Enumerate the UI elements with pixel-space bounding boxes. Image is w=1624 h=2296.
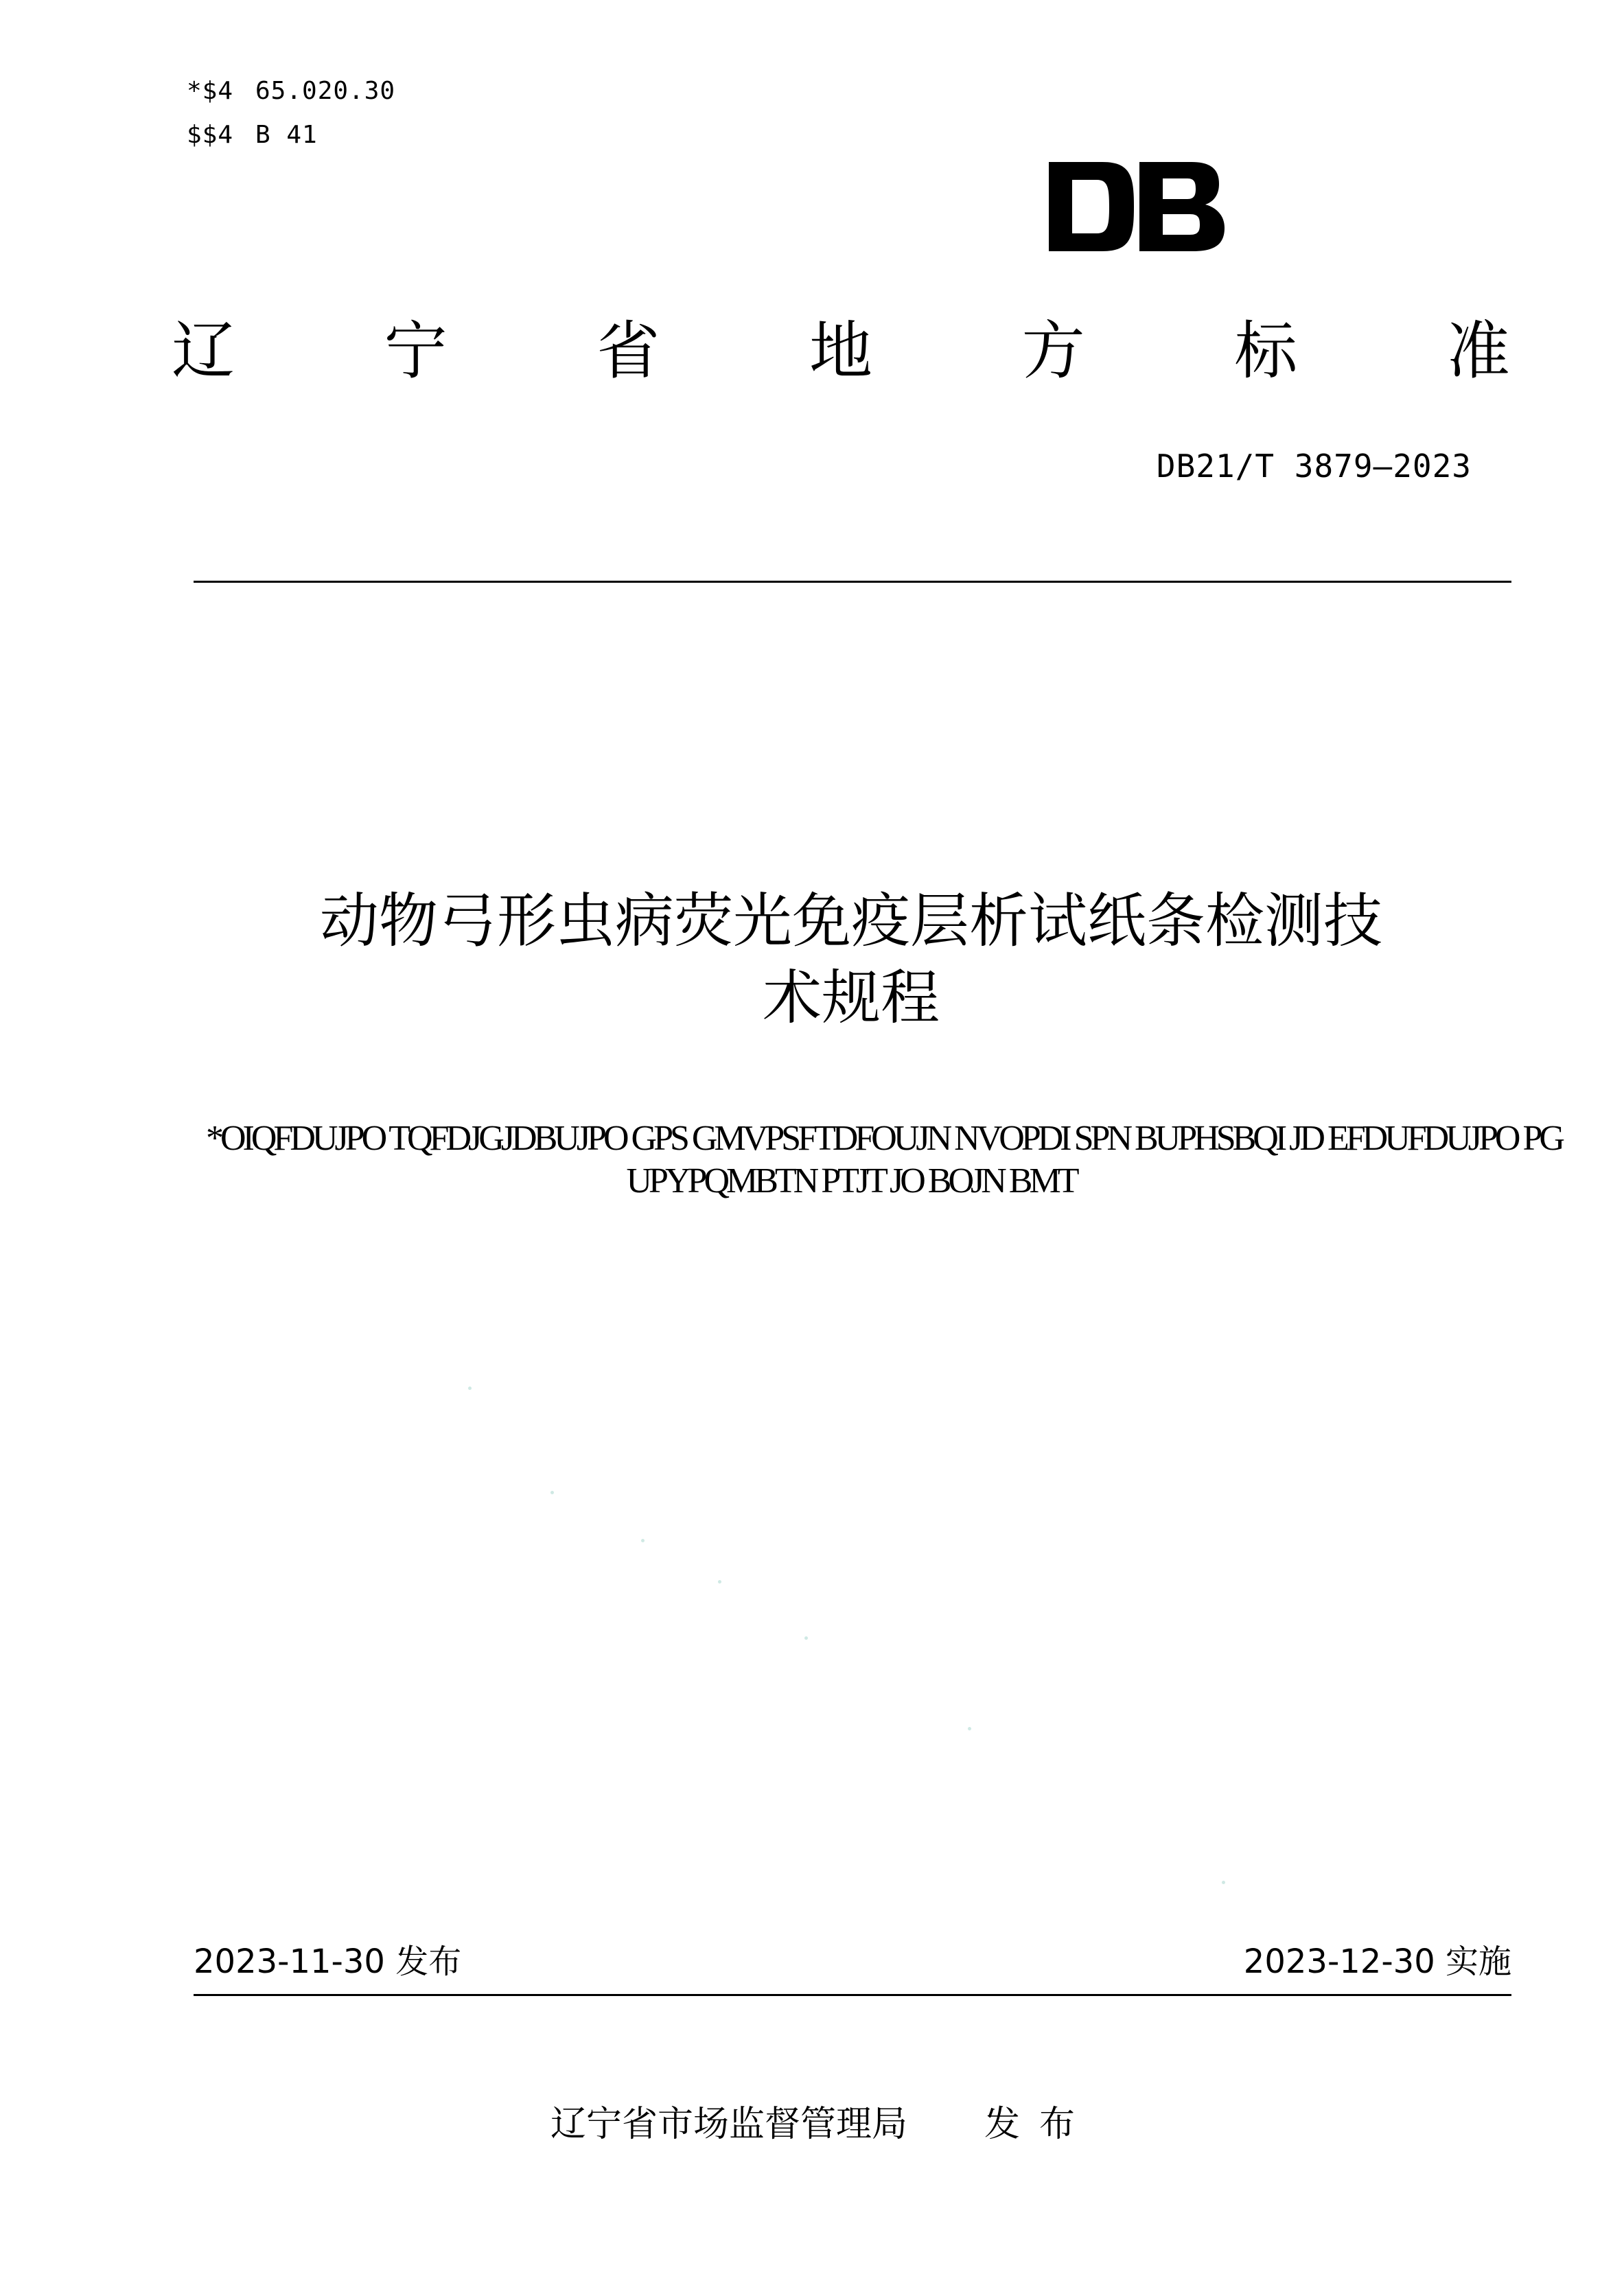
document-title <box>192 883 1510 1036</box>
ics-classification <box>187 77 395 105</box>
standard-type-char: 省 <box>596 314 660 388</box>
standard-number: DB21/T 3879—2023 <box>1156 448 1472 485</box>
standard-type-title <box>172 310 1510 393</box>
ccs-label: $$4 <box>187 121 234 149</box>
issuer-action: 发布 <box>984 2104 1095 2145</box>
top-divider <box>194 581 1511 583</box>
scan-speck <box>641 1539 645 1542</box>
standard-type-char: 宁 <box>384 314 448 388</box>
ics-code: 65.020.30 <box>255 77 396 105</box>
issuer-name: 辽宁省市场监督管理局 <box>550 2104 908 2145</box>
bottom-divider <box>194 1994 1511 1996</box>
ccs-code: B 41 <box>255 121 318 149</box>
standard-type-char: 地 <box>809 314 872 388</box>
db-logo <box>1049 162 1225 251</box>
ics-label: *$4 <box>187 77 234 105</box>
document-title-line: 动物弓形虫病荧光免疫层析试纸条检测技 <box>320 887 1382 955</box>
document-title-english <box>206 1117 1562 1203</box>
publish-date: 2023-11-30 发布 <box>194 1943 462 1981</box>
scan-speck <box>550 1491 554 1494</box>
ccs-classification <box>187 121 318 149</box>
scan-speck <box>1222 1881 1225 1884</box>
standard-type-char: 标 <box>1234 314 1298 388</box>
document-title-line: 术规程 <box>763 964 940 1032</box>
standard-type-char: 方 <box>1021 314 1085 388</box>
scan-speck <box>804 1636 808 1640</box>
scan-speck <box>968 1727 971 1730</box>
standard-type-char: 准 <box>1446 314 1510 388</box>
implementation-date: 2023-12-30 实施 <box>1243 1943 1511 1981</box>
scan-speck <box>718 1580 721 1584</box>
document-title-english-line: *OIQFDUJPO TQFDJGJDBUJPO GPS GMVPSFTDFOUJN NVOPDI SPN BUPHSBQI JD EFDUFDUJPO PG <box>206 1119 1562 1158</box>
issuer-line <box>550 2100 1094 2148</box>
scan-speck <box>468 1387 472 1390</box>
document-title-english-line: UPYPQMBTN PTJT JO BOJN BMT <box>626 1161 1076 1201</box>
standard-type-char: 辽 <box>172 314 235 388</box>
